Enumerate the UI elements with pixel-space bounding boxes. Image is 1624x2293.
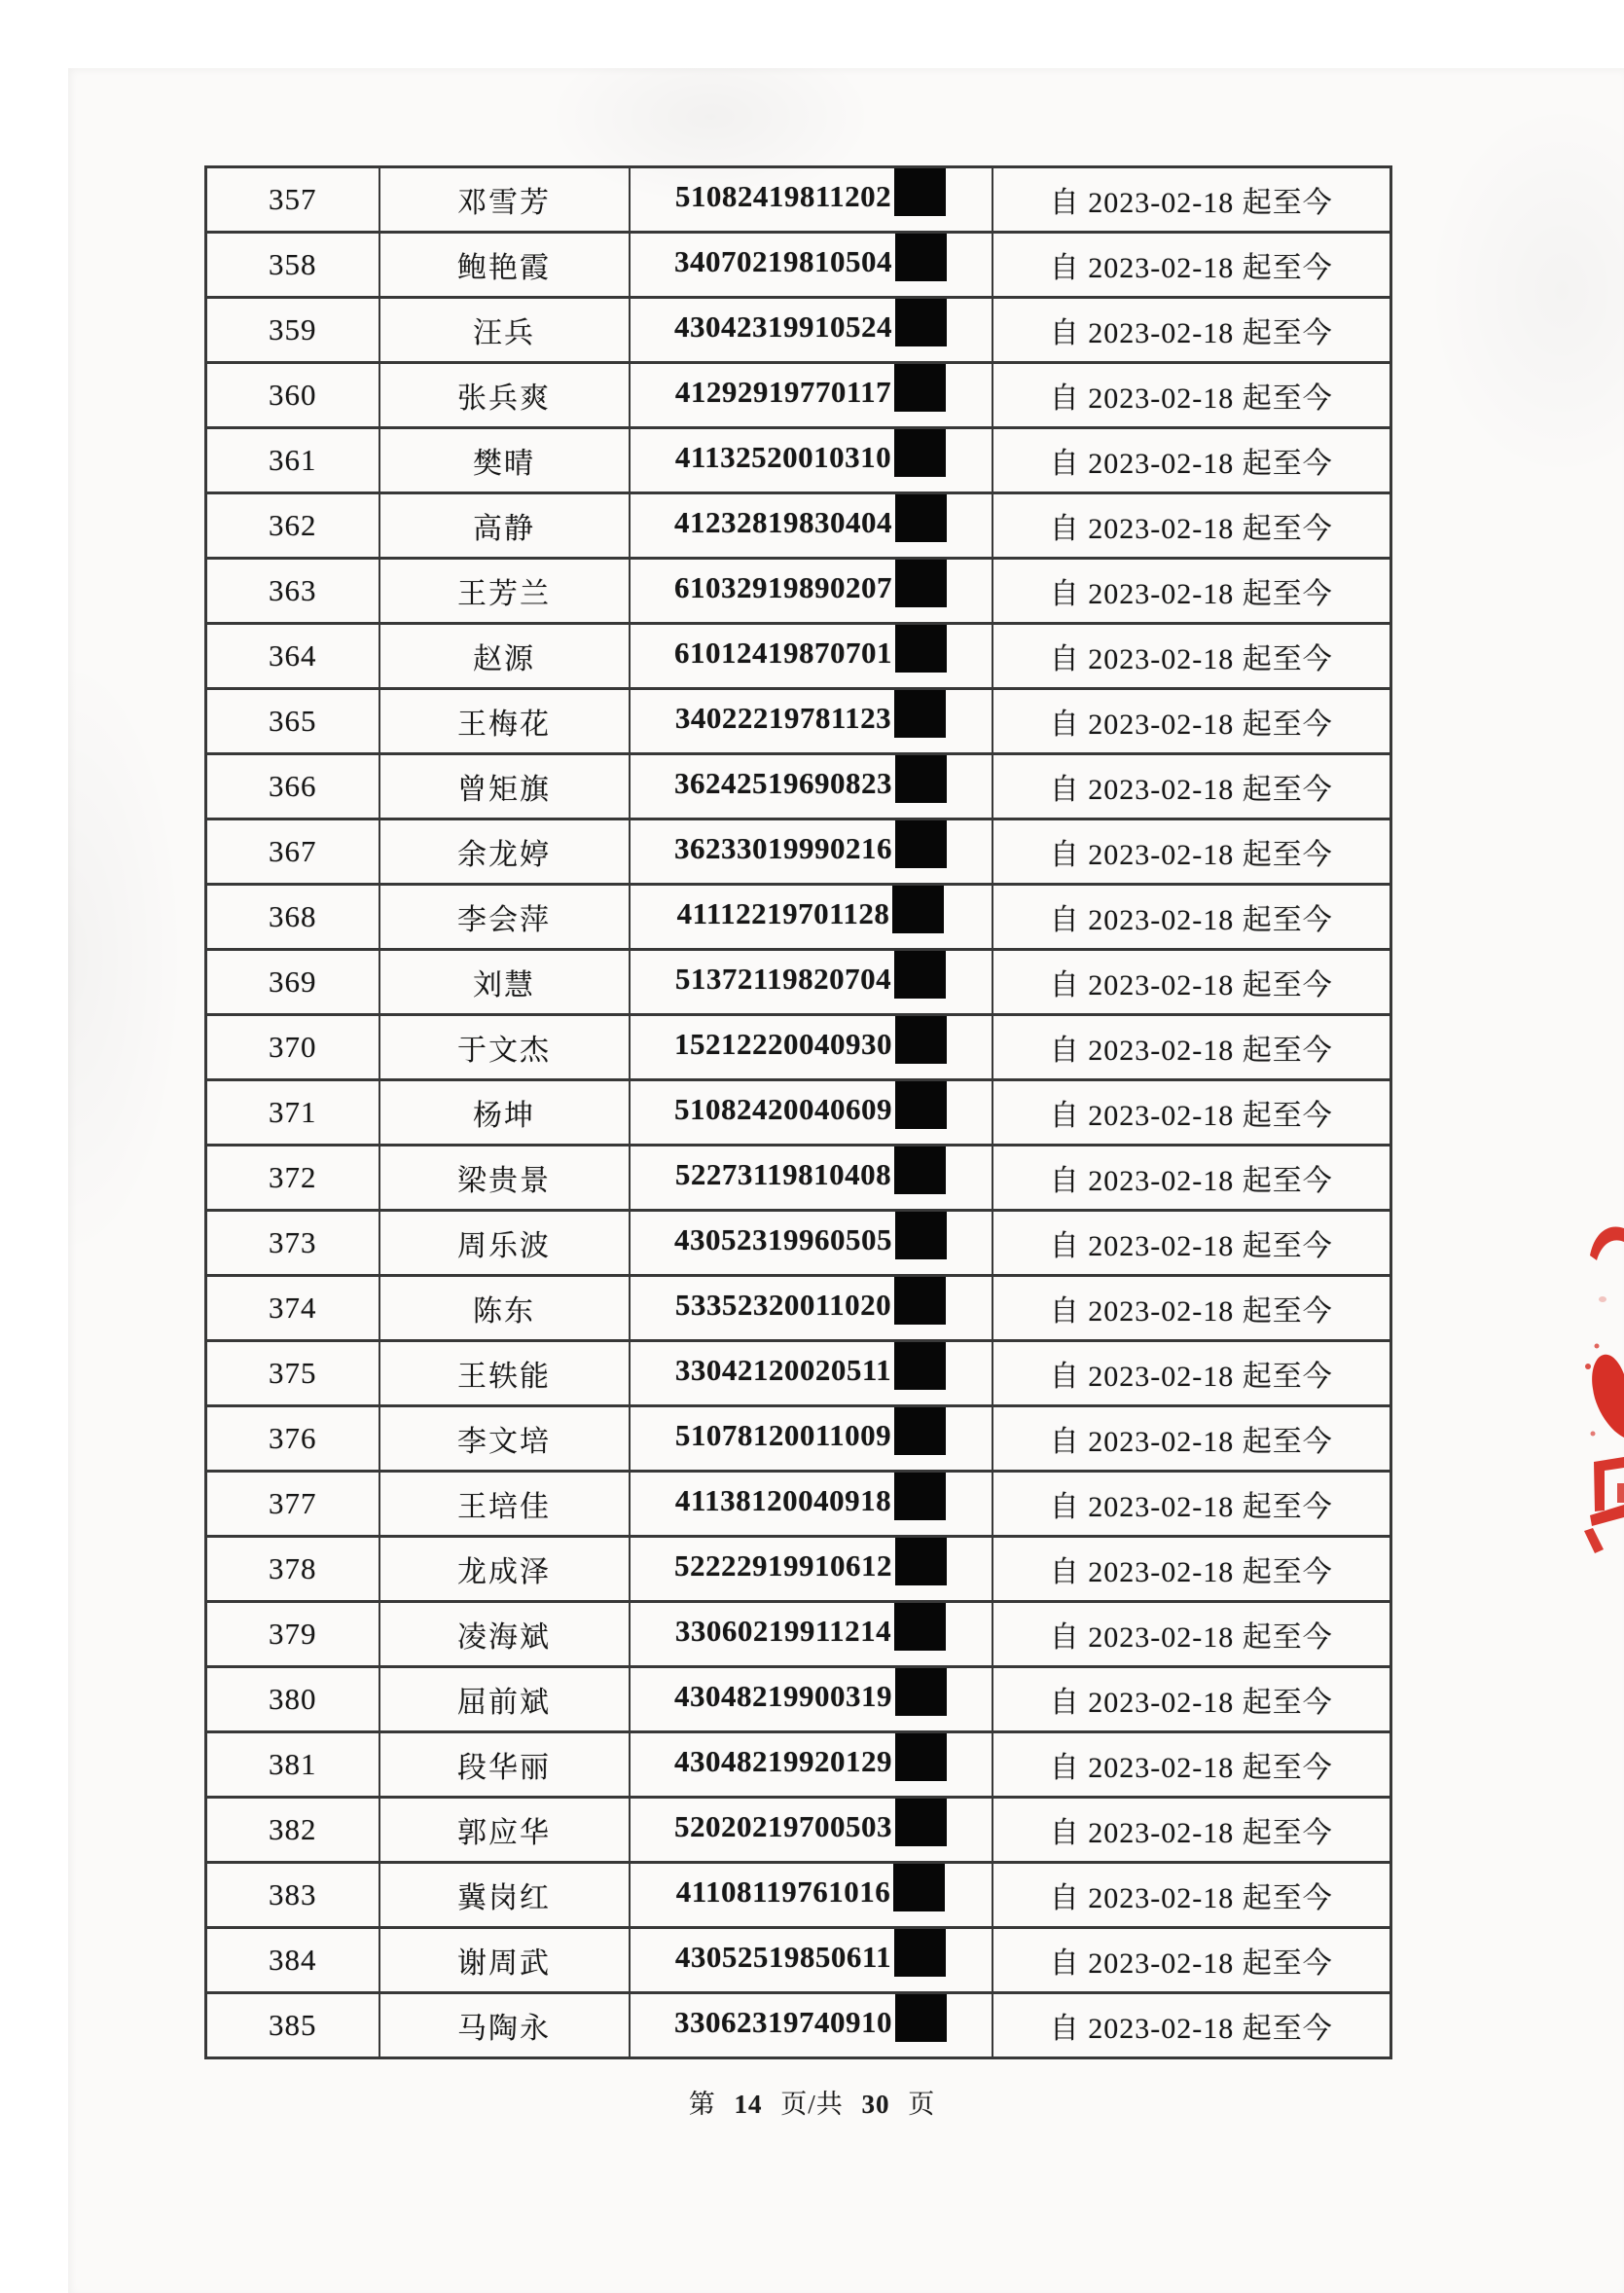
row-number-cell: 360 (206, 363, 379, 428)
row-number-cell: 382 (206, 1798, 379, 1863)
row-number-cell: 366 (206, 754, 379, 819)
name-cell: 高静 (379, 493, 630, 559)
id-number-cell (630, 1993, 992, 2058)
redaction-box (894, 1602, 946, 1652)
id-number-cell (630, 1667, 992, 1732)
name-cell: 周乐波 (379, 1211, 630, 1276)
redaction-box (894, 1406, 946, 1456)
footer-word-page: 页 (908, 2090, 936, 2119)
id-number-text: 53352320011020 (674, 1288, 892, 1323)
id-number-cell (630, 493, 992, 559)
id-number-cell (630, 754, 992, 819)
redaction-box (895, 493, 947, 543)
validity-period-cell: 自 2023-02-18 起至今 (992, 819, 1391, 885)
redaction-box (894, 689, 946, 739)
id-number-text: 33060219911214 (674, 1614, 892, 1649)
red-seal-stamp-icon (1580, 1207, 1624, 1557)
id-number-cell (630, 1341, 992, 1406)
row-number-cell: 380 (206, 1667, 379, 1732)
table-row (206, 1015, 1391, 1080)
name-cell: 樊晴 (379, 428, 630, 493)
id-number-cell (630, 1798, 992, 1863)
id-number-text: 51078120011009 (674, 1418, 892, 1453)
id-number-text: 41108119761016 (675, 1874, 891, 1910)
table-row (206, 1406, 1391, 1472)
validity-period-cell: 自 2023-02-18 起至今 (992, 493, 1391, 559)
name-cell: 凌海斌 (379, 1602, 630, 1667)
table-row (206, 1537, 1391, 1602)
id-number-text: 41132520010310 (674, 440, 892, 475)
row-number-cell: 375 (206, 1341, 379, 1406)
id-number-text: 15212220040930 (674, 1027, 892, 1062)
table-row (206, 167, 1391, 233)
id-number-text: 36242519690823 (674, 766, 892, 801)
name-cell: 刘慧 (379, 950, 630, 1015)
footer-total-pages: 30 (861, 2090, 890, 2119)
name-cell: 龙成泽 (379, 1537, 630, 1602)
validity-period-cell: 自 2023-02-18 起至今 (992, 1276, 1391, 1341)
table-row (206, 493, 1391, 559)
name-cell: 王芳兰 (379, 559, 630, 624)
table-row (206, 1928, 1391, 1993)
id-number-cell (630, 1211, 992, 1276)
id-number-text: 61012419870701 (674, 636, 892, 671)
row-number-cell: 370 (206, 1015, 379, 1080)
row-number-cell: 362 (206, 493, 379, 559)
name-cell: 马陶永 (379, 1993, 630, 2058)
redaction-box (895, 559, 947, 608)
validity-period-cell: 自 2023-02-18 起至今 (992, 1798, 1391, 1863)
name-cell: 郭应华 (379, 1798, 630, 1863)
id-number-text: 33042120020511 (674, 1353, 892, 1388)
name-cell: 谢周武 (379, 1928, 630, 1993)
redaction-box (894, 1146, 946, 1195)
id-number-text: 33062319740910 (674, 2005, 892, 2040)
validity-period-cell: 自 2023-02-18 起至今 (992, 689, 1391, 754)
table-row (206, 1276, 1391, 1341)
row-number-cell: 372 (206, 1146, 379, 1211)
row-number-cell: 363 (206, 559, 379, 624)
id-number-cell (630, 1276, 992, 1341)
redaction-box (895, 819, 947, 869)
validity-period-cell: 自 2023-02-18 起至今 (992, 233, 1391, 298)
footer-word-of: 页/共 (780, 2090, 844, 2119)
table-row (206, 1667, 1391, 1732)
validity-period-cell: 自 2023-02-18 起至今 (992, 885, 1391, 950)
validity-period-cell: 自 2023-02-18 起至今 (992, 1667, 1391, 1732)
table-row (206, 1602, 1391, 1667)
redaction-box (895, 754, 947, 804)
id-number-text: 41138120040918 (674, 1483, 892, 1518)
name-cell: 邓雪芳 (379, 167, 630, 233)
redaction-box (895, 298, 947, 347)
validity-period-cell: 自 2023-02-18 起至今 (992, 1146, 1391, 1211)
row-number-cell: 369 (206, 950, 379, 1015)
row-number-cell: 357 (206, 167, 379, 233)
row-number-cell: 368 (206, 885, 379, 950)
row-number-cell: 381 (206, 1732, 379, 1798)
table-row (206, 559, 1391, 624)
row-number-cell: 365 (206, 689, 379, 754)
redaction-box (894, 1341, 946, 1391)
name-cell: 赵源 (379, 624, 630, 689)
redaction-box (895, 1798, 947, 1847)
id-number-text: 51372119820704 (674, 962, 892, 997)
redaction-box (894, 1276, 946, 1326)
name-cell: 杨坤 (379, 1080, 630, 1146)
row-number-cell: 384 (206, 1928, 379, 1993)
id-number-text: 34070219810504 (674, 244, 892, 279)
table-row (206, 1798, 1391, 1863)
validity-period-cell: 自 2023-02-18 起至今 (992, 1015, 1391, 1080)
id-number-text: 41112219701128 (676, 896, 890, 931)
redaction-box (895, 1667, 947, 1717)
validity-period-cell: 自 2023-02-18 起至今 (992, 1863, 1391, 1928)
footer-page-number: 14 (734, 2090, 763, 2119)
redaction-box (893, 1863, 945, 1912)
id-number-cell (630, 1537, 992, 1602)
name-cell: 于文杰 (379, 1015, 630, 1080)
redaction-box (895, 1537, 947, 1586)
row-number-cell: 359 (206, 298, 379, 363)
id-number-cell (630, 1863, 992, 1928)
row-number-cell: 377 (206, 1472, 379, 1537)
id-number-text: 43052319960505 (674, 1222, 892, 1257)
validity-period-cell: 自 2023-02-18 起至今 (992, 1341, 1391, 1406)
name-cell: 李文培 (379, 1406, 630, 1472)
validity-period-cell: 自 2023-02-18 起至今 (992, 298, 1391, 363)
validity-period-cell: 自 2023-02-18 起至今 (992, 167, 1391, 233)
row-number-cell: 358 (206, 233, 379, 298)
id-number-cell (630, 428, 992, 493)
table-row (206, 1080, 1391, 1146)
row-number-cell: 385 (206, 1993, 379, 2058)
id-number-cell (630, 1406, 992, 1472)
redaction-box (894, 1928, 946, 1978)
validity-period-cell: 自 2023-02-18 起至今 (992, 1080, 1391, 1146)
redaction-box (895, 1993, 947, 2043)
row-number-cell: 373 (206, 1211, 379, 1276)
row-number-cell: 371 (206, 1080, 379, 1146)
row-number-cell: 367 (206, 819, 379, 885)
id-number-cell (630, 1472, 992, 1537)
table-row (206, 1732, 1391, 1798)
row-number-cell: 364 (206, 624, 379, 689)
name-cell: 王轶能 (379, 1341, 630, 1406)
id-number-text: 52222919910612 (674, 1548, 892, 1583)
id-number-cell (630, 1732, 992, 1798)
validity-period-cell: 自 2023-02-18 起至今 (992, 1406, 1391, 1472)
redaction-box (894, 950, 946, 1000)
id-number-cell (630, 819, 992, 885)
validity-period-cell: 自 2023-02-18 起至今 (992, 428, 1391, 493)
table-row (206, 689, 1391, 754)
name-cell: 冀岗红 (379, 1863, 630, 1928)
id-number-cell (630, 1015, 992, 1080)
row-number-cell: 383 (206, 1863, 379, 1928)
table-row (206, 754, 1391, 819)
validity-period-cell: 自 2023-02-18 起至今 (992, 754, 1391, 819)
redaction-box (892, 885, 944, 934)
redaction-box (894, 1472, 946, 1521)
row-number-cell: 376 (206, 1406, 379, 1472)
name-cell: 鲍艳霞 (379, 233, 630, 298)
id-number-cell (630, 298, 992, 363)
redaction-box (895, 1015, 947, 1065)
name-cell: 屈前斌 (379, 1667, 630, 1732)
name-cell: 李会萍 (379, 885, 630, 950)
id-number-cell (630, 559, 992, 624)
name-cell: 陈东 (379, 1276, 630, 1341)
id-number-cell (630, 363, 992, 428)
table-row (206, 885, 1391, 950)
name-cell: 王培佳 (379, 1472, 630, 1537)
validity-period-cell: 自 2023-02-18 起至今 (992, 1602, 1391, 1667)
name-cell: 曾矩旗 (379, 754, 630, 819)
table-row (206, 363, 1391, 428)
name-cell: 余龙婷 (379, 819, 630, 885)
validity-period-cell: 自 2023-02-18 起至今 (992, 1928, 1391, 1993)
id-number-text: 43048219900319 (674, 1679, 892, 1714)
table-row (206, 298, 1391, 363)
page-footer (0, 2083, 1624, 2121)
table-row (206, 819, 1391, 885)
validity-period-cell: 自 2023-02-18 起至今 (992, 624, 1391, 689)
id-number-text: 51082419811202 (674, 179, 892, 214)
redaction-box (894, 167, 946, 217)
table-row (206, 1211, 1391, 1276)
name-cell: 王梅花 (379, 689, 630, 754)
validity-period-cell: 自 2023-02-18 起至今 (992, 1993, 1391, 2058)
redaction-box (895, 233, 947, 282)
id-number-cell (630, 624, 992, 689)
validity-period-cell: 自 2023-02-18 起至今 (992, 1732, 1391, 1798)
table-row (206, 1472, 1391, 1537)
id-number-cell (630, 167, 992, 233)
validity-period-cell: 自 2023-02-18 起至今 (992, 1537, 1391, 1602)
id-number-cell (630, 950, 992, 1015)
table-row (206, 950, 1391, 1015)
validity-period-cell: 自 2023-02-18 起至今 (992, 559, 1391, 624)
id-number-cell (630, 689, 992, 754)
id-number-text: 36233019990216 (674, 831, 892, 866)
table-row (206, 1993, 1391, 2058)
redaction-box (894, 428, 946, 478)
table-row (206, 624, 1391, 689)
id-number-text: 52273119810408 (674, 1157, 892, 1192)
id-number-text: 41232819830404 (674, 505, 892, 540)
id-number-cell (630, 233, 992, 298)
table-row (206, 1341, 1391, 1406)
row-number-cell: 374 (206, 1276, 379, 1341)
validity-period-cell: 自 2023-02-18 起至今 (992, 1211, 1391, 1276)
id-number-text: 41292919770117 (674, 375, 892, 410)
table-row (206, 428, 1391, 493)
id-number-cell (630, 885, 992, 950)
redaction-box (895, 1732, 947, 1782)
name-cell: 梁贵景 (379, 1146, 630, 1211)
name-cell: 段华丽 (379, 1732, 630, 1798)
id-number-text: 43042319910524 (674, 309, 892, 345)
row-number-cell: 361 (206, 428, 379, 493)
table-row (206, 233, 1391, 298)
roster-table (204, 165, 1392, 2059)
id-number-text: 43052519850611 (674, 1940, 892, 1975)
redaction-box (895, 624, 947, 673)
id-number-text: 34022219781123 (674, 701, 892, 736)
table-row (206, 1863, 1391, 1928)
id-number-cell (630, 1080, 992, 1146)
table-row (206, 1146, 1391, 1211)
validity-period-cell: 自 2023-02-18 起至今 (992, 950, 1391, 1015)
roster-table-body (206, 167, 1391, 2058)
id-number-text: 43048219920129 (674, 1744, 892, 1779)
id-number-text: 52020219700503 (674, 1809, 892, 1844)
footer-word-no: 第 (688, 2090, 716, 2119)
id-number-cell (630, 1146, 992, 1211)
row-number-cell: 378 (206, 1537, 379, 1602)
name-cell: 汪兵 (379, 298, 630, 363)
validity-period-cell: 自 2023-02-18 起至今 (992, 1472, 1391, 1537)
id-number-text: 51082420040609 (674, 1092, 892, 1127)
redaction-box (895, 1080, 947, 1130)
validity-period-cell: 自 2023-02-18 起至今 (992, 363, 1391, 428)
redaction-box (894, 363, 946, 413)
name-cell: 张兵爽 (379, 363, 630, 428)
id-number-cell (630, 1602, 992, 1667)
redaction-box (895, 1211, 947, 1260)
row-number-cell: 379 (206, 1602, 379, 1667)
id-number-text: 61032919890207 (674, 570, 892, 605)
id-number-cell (630, 1928, 992, 1993)
